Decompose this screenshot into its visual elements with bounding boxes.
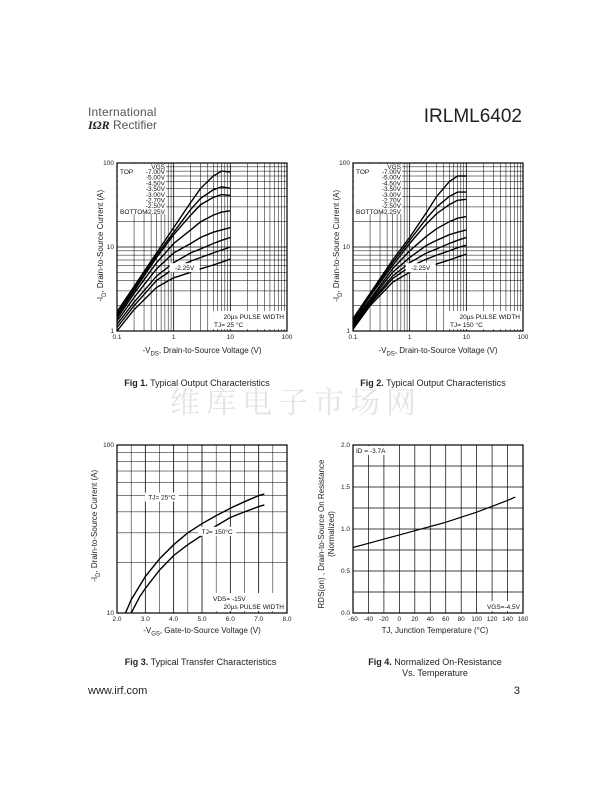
fig3-vds-note: VDS= -15V: [213, 596, 246, 603]
fig2-legend-value: -2.25V: [381, 208, 401, 216]
fig1-legend-value: -3.50V: [145, 186, 165, 194]
fig2-pulse-note: 20µs PULSE WIDTH: [459, 314, 520, 321]
fig4-ytick: 1.0: [340, 526, 350, 533]
fig4-ytick: 2.0: [340, 442, 350, 449]
fig2-legend-value: -3.50V: [381, 186, 401, 194]
fig3-ytick: 100: [103, 442, 114, 449]
fig1-legend-value: -5.00V: [145, 174, 165, 182]
fig4-xtick: 160: [517, 616, 529, 623]
fig3-xtick: 5.0: [197, 616, 207, 623]
fig4-xtick: 80: [457, 616, 465, 623]
fig4-id-label: ID = -3.7A: [356, 448, 386, 455]
fig4-xtick: 0: [397, 616, 402, 623]
fig2-ytick: 100: [339, 160, 350, 167]
fig3-xtick: 6.0: [225, 616, 235, 623]
fig1-ytick: 100: [103, 160, 114, 167]
fig1-xtick: 1: [171, 334, 176, 341]
fig2-xtick: 1: [407, 334, 412, 341]
fig4-chart: [336, 437, 536, 637]
fig4-series-rds: [353, 497, 515, 547]
fig2-xtick: 100: [517, 334, 529, 341]
fig1-chart: [100, 155, 300, 355]
fig3-label-25c: TJ= 25°C: [148, 494, 176, 502]
fig4-xtick: -20: [379, 616, 389, 623]
company-logo: [88, 106, 157, 132]
company-name-line1: International: [88, 105, 157, 119]
fig2-xtick: 10: [462, 334, 470, 341]
fig3-xtick: 7.0: [254, 616, 264, 623]
fig3-ylabel: $-I_D$, Drain-to-Source Current (A): [90, 469, 102, 582]
fig1-xtick: 100: [281, 334, 293, 341]
fig3-chart: [100, 437, 300, 637]
fig1-legend-value: -2.70V: [145, 197, 165, 205]
fig3-label-150c: TJ= 150°C: [201, 528, 233, 536]
fig2-ytick: 10: [342, 244, 350, 251]
fig4-xtick: 120: [486, 616, 498, 623]
fig1-temp-note: TJ= 25 °C: [214, 322, 244, 329]
fig1-xtick: 10: [226, 334, 234, 341]
fig2-ytick: 1: [346, 328, 350, 335]
watermark: 维库电子市场网: [170, 386, 422, 421]
fig1-legend-value: -2.50V: [145, 203, 165, 211]
footer-url: www.irf.com: [88, 685, 148, 697]
fig1-pulse-note: 20µs PULSE WIDTH: [223, 314, 284, 321]
fig1-legend-bottom: BOTTOM: [120, 209, 148, 216]
fig4-ytick: 1.5: [340, 484, 350, 491]
company-name-line2: [88, 119, 157, 132]
fig3-xtick: 2.0: [112, 616, 122, 623]
fig4-xtick: -60: [348, 616, 358, 623]
fig2-xtick: 0.1: [348, 334, 358, 341]
fig2-legend-value: -5.00V: [381, 174, 401, 182]
fig4-xtick: 140: [502, 616, 513, 623]
fig4-caption: Fig 4. Normalized On-Resistance Vs. Temperature: [368, 657, 502, 678]
fig4-xtick: -40: [363, 616, 374, 623]
fig1-ytick: 1: [110, 328, 114, 335]
page-number: 3: [513, 685, 520, 697]
fig2-legend-header: VGS: [387, 164, 401, 171]
fig2-legend-value: -2.70V: [381, 197, 401, 205]
fig2-temp-note: TJ= 150 °C: [450, 322, 483, 329]
fig2-legend-value: -2.50V: [381, 203, 401, 211]
fig2-xlabel: $-V_{DS}$, Drain-to-Source Voltage (V): [378, 346, 498, 358]
fig3-pulse-note: 20µs PULSE WIDTH: [223, 604, 284, 611]
fig3-xtick: 8.0: [282, 616, 292, 623]
company-name-rectifier: Rectifier: [112, 118, 157, 132]
fig4-ytick: 0.0: [340, 610, 350, 617]
fig4-xtick: 60: [442, 616, 450, 623]
fig1-ylabel: $-I_D$, Drain-to-Source Current (A): [96, 189, 108, 302]
fig1-xlabel: $-V_{DS}$, Drain-to-Source Voltage (V): [142, 346, 262, 358]
fig2-legend-value: -3.00V: [381, 191, 401, 199]
fig2-legend-value: -7.00V: [381, 169, 401, 176]
fig4-xtick: 100: [471, 616, 483, 623]
fig1-curve-label: -2.25V: [175, 265, 195, 273]
fig2-ylabel: $-I_D$, Drain-to-Source Current (A): [332, 189, 344, 302]
fig1-xtick: 0.1: [112, 334, 122, 341]
fig1-legend-header: VGS: [151, 164, 165, 171]
fig4-ylabel: RDS(on) , Drain-to-Source On Resistance (Normalized): [317, 459, 336, 609]
fig4-xtick: 40: [426, 616, 434, 623]
fig1-legend-top: TOP: [120, 169, 134, 176]
fig2-legend-value: -4.50V: [381, 180, 401, 188]
fig1-legend-value: -4.50V: [145, 180, 165, 188]
fig3-caption: Fig 3. Typical Transfer Characteristics: [124, 657, 277, 667]
fig4-xlabel: TJ, Junction Temperature (°C): [381, 626, 489, 635]
fig4-ytick: 0.5: [340, 568, 350, 575]
ior-logo: IΩR: [88, 118, 110, 132]
fig1-legend-value: -7.00V: [145, 169, 165, 176]
fig2-caption: Fig 2. Typical Output Characteristics: [360, 378, 506, 388]
part-number: IRLML6402: [423, 106, 522, 127]
fig2-chart: [336, 155, 536, 355]
fig3-xtick: 4.0: [169, 616, 179, 623]
fig1-legend-value: -3.00V: [145, 191, 165, 199]
fig3-ytick: 10: [106, 610, 114, 617]
fig2-legend-bottom: BOTTOM: [356, 209, 384, 216]
fig3-xlabel: $-V_{GS}$, Gate-to-Source Voltage (V): [143, 626, 261, 638]
fig1-caption: Fig 1. Typical Output Characteristics: [124, 378, 270, 388]
fig3-xtick: 3.0: [140, 616, 150, 623]
fig2-legend-top: TOP: [356, 169, 370, 176]
fig2-curve-label: -2.25V: [411, 265, 431, 273]
fig1-legend-value: -2.25V: [145, 208, 165, 216]
fig4-xtick: 20: [411, 616, 419, 623]
fig1-ytick: 10: [106, 244, 114, 251]
fig4-vgs-label: VGS=-4.5V: [486, 604, 520, 611]
